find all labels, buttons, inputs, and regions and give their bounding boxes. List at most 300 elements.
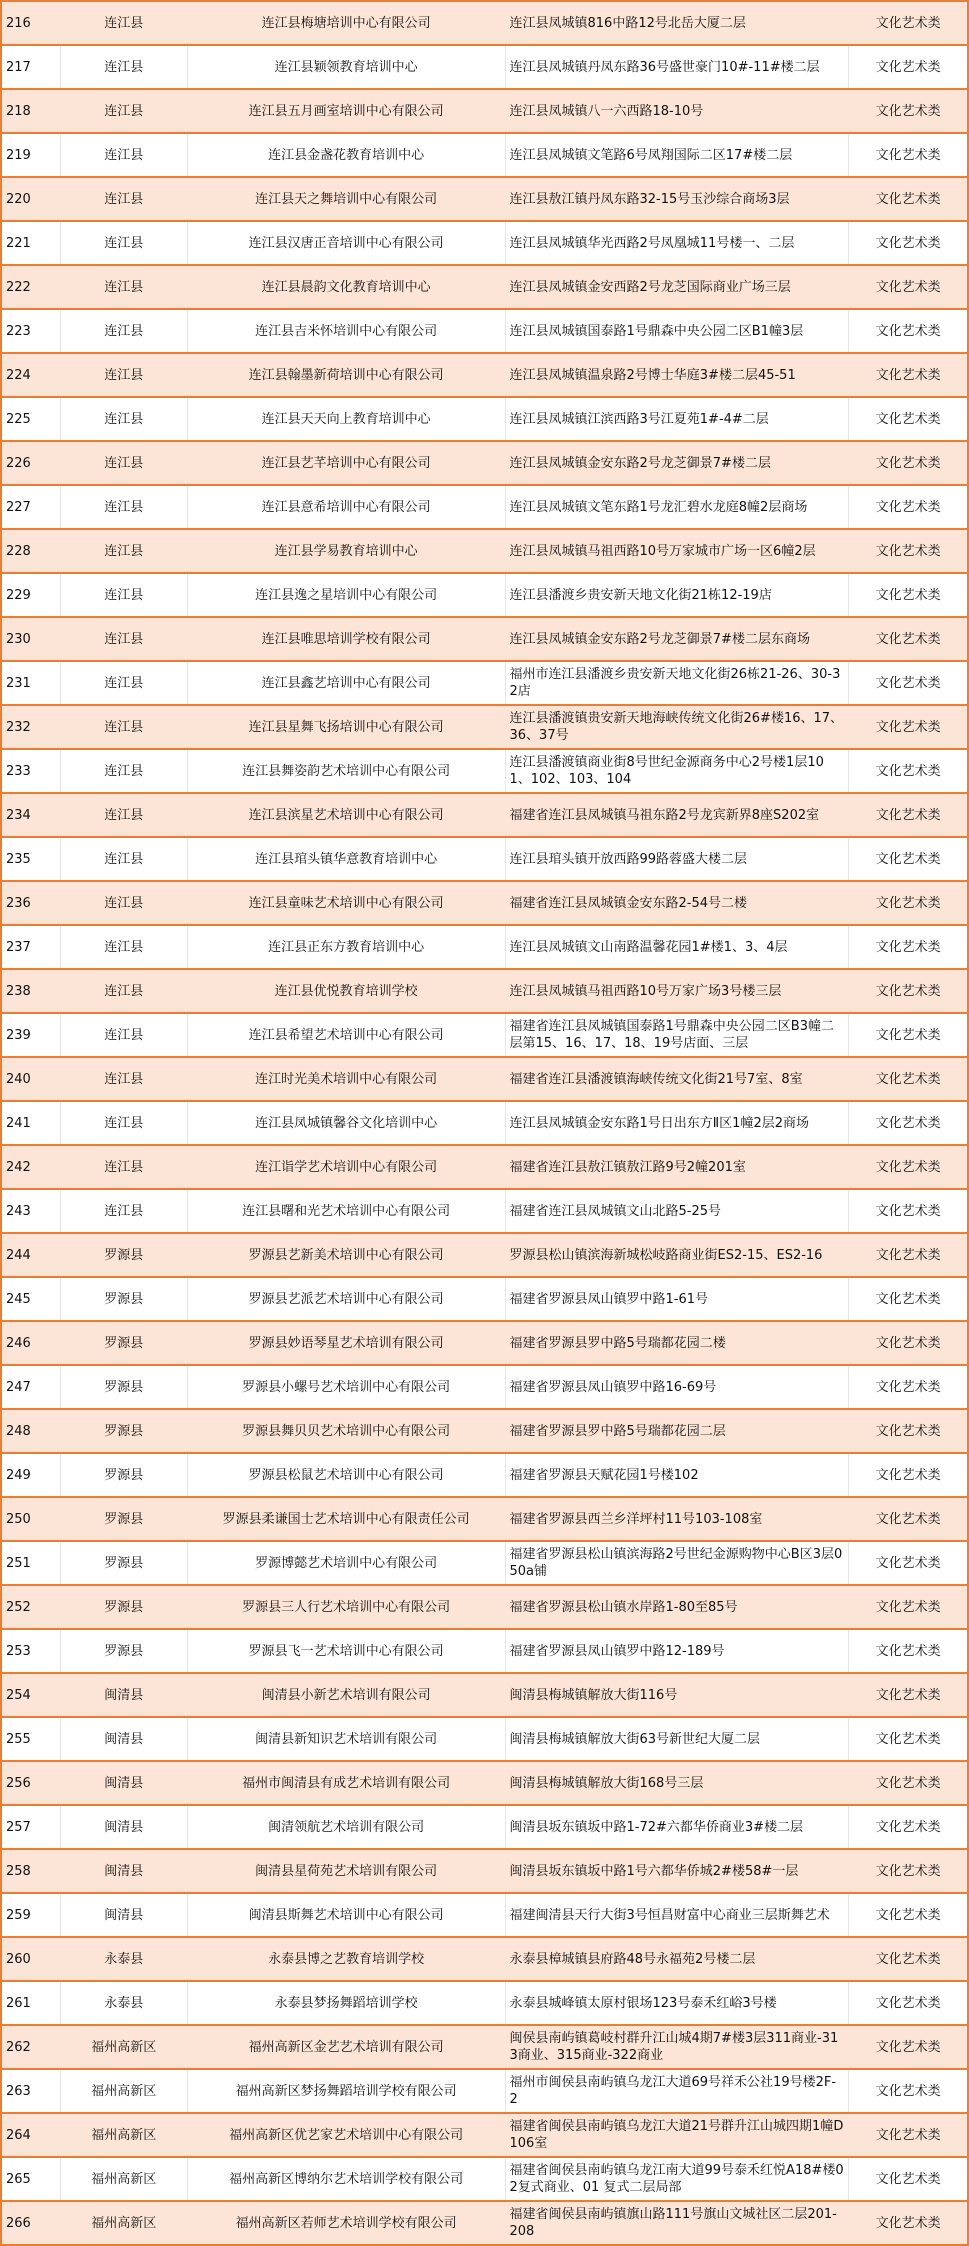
category-cell: 文化艺术类 [849,1761,968,1805]
district-cell: 福州高新区 [60,2069,187,2113]
category-cell: 文化艺术类 [849,1145,968,1189]
table-row [1,617,968,661]
institution-name-cell: 连江县金盏花教育培训中心 [187,133,505,177]
address-cell: 连江县凤城镇马祖西路10号万家城市广场一区6幢2层 [505,529,849,573]
institution-name-cell: 连江县滨星艺术培训中心有限公司 [187,793,505,837]
category-cell: 文化艺术类 [849,1057,968,1101]
address-cell: 罗源县松山镇滨海新城松岐路商业街ES2-15、ES2-16 [505,1233,849,1277]
district-cell: 福州高新区 [60,2113,187,2157]
row-number-cell: 239 [1,1013,60,1057]
category-cell: 文化艺术类 [849,1629,968,1673]
category-cell: 文化艺术类 [849,1453,968,1497]
district-cell: 闽清县 [60,1761,187,1805]
address-cell: 福州市闽侯县南屿镇乌龙江大道69号祥禾公社19号楼2F-2 [505,2069,849,2113]
row-number-cell: 262 [1,2025,60,2069]
institution-name-cell: 闽清领航艺术培训有限公司 [187,1805,505,1849]
category-cell: 文化艺术类 [849,1,968,45]
table-row [1,1189,968,1233]
institution-name-cell: 连江县正东方教育培训中心 [187,925,505,969]
district-cell: 连江县 [60,529,187,573]
table-row [1,1365,968,1409]
table-row [1,1497,968,1541]
institution-name-cell: 连江县汉唐正音培训中心有限公司 [187,221,505,265]
address-cell: 福建省连江县凤城镇金安东路2-54号二楼 [505,881,849,925]
row-number-cell: 254 [1,1673,60,1717]
institution-name-cell: 闽清县新知识艺术培训有限公司 [187,1717,505,1761]
table-row [1,2025,968,2069]
row-number-cell: 230 [1,617,60,661]
district-cell: 连江县 [60,1145,187,1189]
category-cell: 文化艺术类 [849,441,968,485]
row-number-cell: 223 [1,309,60,353]
district-cell: 罗源县 [60,1365,187,1409]
district-cell: 闽清县 [60,1849,187,1893]
row-number-cell: 241 [1,1101,60,1145]
institution-name-cell: 连江县逸之星培训中心有限公司 [187,573,505,617]
address-cell: 福建省闽侯县南屿镇乌龙江大道21号群升江山城四期1幢D106室 [505,2113,849,2157]
category-cell: 文化艺术类 [849,573,968,617]
table-row [1,1717,968,1761]
row-number-cell: 237 [1,925,60,969]
address-cell: 福建省罗源县天赋花园1号楼102 [505,1453,849,1497]
district-cell: 闽清县 [60,1805,187,1849]
institution-name-cell: 连江县琯头镇华意教育培训中心 [187,837,505,881]
district-cell: 连江县 [60,177,187,221]
district-cell: 连江县 [60,1013,187,1057]
address-cell: 闽侯县南屿镇葛岐村群升江山城4期7#楼3层311商业-313商业、315商业-322商业 [505,2025,849,2069]
district-cell: 闽清县 [60,1893,187,1937]
address-cell: 福建省连江县凤城镇马祖东路2号龙宾新界8座S202室 [505,793,849,837]
row-number-cell: 252 [1,1585,60,1629]
institution-name-cell: 罗源县小螺号艺术培训中心有限公司 [187,1365,505,1409]
address-cell: 连江县琯头镇开放西路99路蓉盛大楼二层 [505,837,849,881]
category-cell: 文化艺术类 [849,133,968,177]
address-cell: 福建省罗源县罗中路5号瑞都花园二层 [505,1409,849,1453]
institution-name-cell: 福州高新区梦扬舞蹈培训学校有限公司 [187,2069,505,2113]
district-cell: 连江县 [60,1189,187,1233]
table-row [1,45,968,89]
district-cell: 连江县 [60,793,187,837]
district-cell: 连江县 [60,1101,187,1145]
institution-name-cell: 连江县翰墨新荷培训中心有限公司 [187,353,505,397]
table-row [1,1145,968,1189]
table-row [1,529,968,573]
address-cell: 连江县敖江镇丹凤东路32-15号玉沙综合商场3层 [505,177,849,221]
address-cell: 福建省闽侯县南屿镇旗山路111号旗山文城社区二层201-208 [505,2201,849,2245]
row-number-cell: 247 [1,1365,60,1409]
category-cell: 文化艺术类 [849,1541,968,1585]
category-cell: 文化艺术类 [849,2025,968,2069]
address-cell: 连江县凤城镇八一六西路18-10号 [505,89,849,133]
row-number-cell: 260 [1,1937,60,1981]
district-cell: 福州高新区 [60,2157,187,2201]
institution-name-cell: 福州高新区优艺家艺术培训中心有限公司 [187,2113,505,2157]
row-number-cell: 248 [1,1409,60,1453]
category-cell: 文化艺术类 [849,1277,968,1321]
institution-name-cell: 闽清县小新艺术培训有限公司 [187,1673,505,1717]
institution-name-cell: 连江县唯思培训学校有限公司 [187,617,505,661]
institution-name-cell: 连江县晨韵文化教育培训中心 [187,265,505,309]
row-number-cell: 261 [1,1981,60,2025]
category-cell: 文化艺术类 [849,837,968,881]
row-number-cell: 246 [1,1321,60,1365]
category-cell: 文化艺术类 [849,1013,968,1057]
district-cell: 连江县 [60,705,187,749]
row-number-cell: 233 [1,749,60,793]
address-cell: 永泰县城峰镇太原村银场123号泰禾红峪3号楼 [505,1981,849,2025]
row-number-cell: 243 [1,1189,60,1233]
address-cell: 连江县凤城镇马祖西路10号万家广场3号楼三层 [505,969,849,1013]
category-cell: 文化艺术类 [849,1101,968,1145]
table-row [1,2069,968,2113]
institution-name-cell: 永泰县梦扬舞蹈培训学校 [187,1981,505,2025]
district-cell: 连江县 [60,661,187,705]
district-cell: 闽清县 [60,1673,187,1717]
table-row [1,705,968,749]
table-row [1,1277,968,1321]
row-number-cell: 250 [1,1497,60,1541]
category-cell: 文化艺术类 [849,1189,968,1233]
address-cell: 闽清县梅城镇解放大街116号 [505,1673,849,1717]
table-row [1,925,968,969]
institution-name-cell: 连江县优悦教育培训学校 [187,969,505,1013]
district-cell: 连江县 [60,133,187,177]
row-number-cell: 218 [1,89,60,133]
institution-name-cell: 罗源县松鼠艺术培训中心有限公司 [187,1453,505,1497]
institution-name-cell: 福州高新区若师艺术培训学校有限公司 [187,2201,505,2245]
institution-name-cell: 连江县梅塘培训中心有限公司 [187,1,505,45]
district-cell: 连江县 [60,45,187,89]
address-cell: 福建省连江县潘渡镇海峡传统文化街21号7室、8室 [505,1057,849,1101]
category-cell: 文化艺术类 [849,177,968,221]
institution-name-cell: 连江县希望艺术培训中心有限公司 [187,1013,505,1057]
category-cell: 文化艺术类 [849,529,968,573]
category-cell: 文化艺术类 [849,1981,968,2025]
category-cell: 文化艺术类 [849,925,968,969]
table-row [1,1673,968,1717]
district-cell: 连江县 [60,485,187,529]
institution-name-cell: 连江县艺芊培训中心有限公司 [187,441,505,485]
district-cell: 连江县 [60,89,187,133]
row-number-cell: 217 [1,45,60,89]
district-cell: 连江县 [60,749,187,793]
category-cell: 文化艺术类 [849,2201,968,2245]
institution-name-cell: 福州高新区金艺艺术培训有限公司 [187,2025,505,2069]
row-number-cell: 221 [1,221,60,265]
address-cell: 福建闽清县天行大街3号恒昌财富中心商业三层斯舞艺术 [505,1893,849,1937]
table-row [1,1893,968,1937]
table-row [1,1541,968,1585]
institution-name-cell: 罗源县舞贝贝艺术培训中心有限公司 [187,1409,505,1453]
table-row [1,1629,968,1673]
district-cell: 罗源县 [60,1629,187,1673]
address-cell: 福建省罗源县凤山镇罗中路1-61号 [505,1277,849,1321]
district-cell: 罗源县 [60,1321,187,1365]
address-cell: 连江县凤城镇金安东路1号日出东方Ⅱ区1幢2层2商场 [505,1101,849,1145]
address-cell: 连江县凤城镇金安西路2号龙芝国际商业广场三层 [505,265,849,309]
category-cell: 文化艺术类 [849,2157,968,2201]
address-cell: 福建省连江县凤城镇国泰路1号鼎森中央公园二区B3幢二层第15、16、17、18、19号店面、三层 [505,1013,849,1057]
district-cell: 连江县 [60,1,187,45]
table-row [1,485,968,529]
table-row [1,2113,968,2157]
category-cell: 文化艺术类 [849,89,968,133]
table-row [1,1013,968,1057]
district-cell: 连江县 [60,441,187,485]
district-cell: 连江县 [60,265,187,309]
row-number-cell: 257 [1,1805,60,1849]
table-row [1,573,968,617]
address-cell: 连江县凤城镇华光西路2号凤凰城11号楼一、二层 [505,221,849,265]
table-row [1,881,968,925]
row-number-cell: 216 [1,1,60,45]
table-row [1,1981,968,2025]
district-cell: 罗源县 [60,1497,187,1541]
category-cell: 文化艺术类 [849,309,968,353]
institution-name-cell: 连江县星舞飞扬培训中心有限公司 [187,705,505,749]
category-cell: 文化艺术类 [849,1585,968,1629]
row-number-cell: 240 [1,1057,60,1101]
address-cell: 连江县凤城镇文笔路6号凤翔国际二区17#楼二层 [505,133,849,177]
address-cell: 闽清县坂东镇坂中路1-72#六都华侨商业3#楼二层 [505,1805,849,1849]
table-row [1,1409,968,1453]
institution-name-cell: 罗源县艺派艺术培训中心有限公司 [187,1277,505,1321]
district-cell: 连江县 [60,617,187,661]
row-number-cell: 242 [1,1145,60,1189]
category-cell: 文化艺术类 [849,1365,968,1409]
row-number-cell: 263 [1,2069,60,2113]
row-number-cell: 219 [1,133,60,177]
table-row [1,1453,968,1497]
address-cell: 连江县潘渡镇贵安新天地海峡传统文化街26#楼16、17、36、37号 [505,705,849,749]
table-body [1,1,968,2245]
district-cell: 连江县 [60,969,187,1013]
district-cell: 连江县 [60,837,187,881]
table-row [1,1,968,45]
table-row [1,1321,968,1365]
address-cell: 福建省闽侯县南屿镇乌龙江南大道99号泰禾红悦A18#楼02复式商业、01 复式二层局部 [505,2157,849,2201]
table-row [1,1805,968,1849]
category-cell: 文化艺术类 [849,1497,968,1541]
table-row [1,1585,968,1629]
institution-name-cell: 连江县曙和光艺术培训中心有限公司 [187,1189,505,1233]
row-number-cell: 251 [1,1541,60,1585]
table-row [1,969,968,1013]
institution-name-cell: 连江县吉米怀培训中心有限公司 [187,309,505,353]
row-number-cell: 222 [1,265,60,309]
row-number-cell: 229 [1,573,60,617]
row-number-cell: 235 [1,837,60,881]
row-number-cell: 228 [1,529,60,573]
table-row [1,661,968,705]
table-row [1,1849,968,1893]
table-row [1,2201,968,2245]
district-cell: 永泰县 [60,1981,187,2025]
institution-name-cell: 罗源县妙语琴星艺术培训有限公司 [187,1321,505,1365]
table-row [1,441,968,485]
address-cell: 福建省罗源县凤山镇罗中路12-189号 [505,1629,849,1673]
institution-name-cell: 连江县天之舞培训中心有限公司 [187,177,505,221]
address-cell: 福建省连江县凤城镇文山北路5-25号 [505,1189,849,1233]
institution-name-cell: 连江诣学艺术培训中心有限公司 [187,1145,505,1189]
institution-name-cell: 连江县童味艺术培训中心有限公司 [187,881,505,925]
category-cell: 文化艺术类 [849,45,968,89]
row-number-cell: 238 [1,969,60,1013]
institution-name-cell: 连江县凤城镇馨谷文化培训中心 [187,1101,505,1145]
category-cell: 文化艺术类 [849,1673,968,1717]
table-row [1,133,968,177]
district-cell: 福州高新区 [60,2025,187,2069]
table-row [1,265,968,309]
row-number-cell: 265 [1,2157,60,2201]
row-number-cell: 236 [1,881,60,925]
row-number-cell: 231 [1,661,60,705]
district-cell: 闽清县 [60,1717,187,1761]
district-cell: 连江县 [60,309,187,353]
address-cell: 连江县潘渡镇商业街8号世纪金源商务中心2号楼1层101、102、103、104 [505,749,849,793]
row-number-cell: 220 [1,177,60,221]
table-row [1,2157,968,2201]
table-row [1,793,968,837]
category-cell: 文化艺术类 [849,749,968,793]
category-cell: 文化艺术类 [849,661,968,705]
district-cell: 连江县 [60,925,187,969]
table-row [1,1761,968,1805]
category-cell: 文化艺术类 [849,265,968,309]
row-number-cell: 227 [1,485,60,529]
district-cell: 罗源县 [60,1585,187,1629]
address-cell: 永泰县樟城镇县府路48号永福苑2号楼二层 [505,1937,849,1981]
category-cell: 文化艺术类 [849,2113,968,2157]
category-cell: 文化艺术类 [849,1233,968,1277]
institution-name-cell: 罗源县艺新美术培训中心有限公司 [187,1233,505,1277]
institution-name-cell: 闽清县斯舞艺术培训中心有限公司 [187,1893,505,1937]
row-number-cell: 232 [1,705,60,749]
category-cell: 文化艺术类 [849,221,968,265]
address-cell: 连江县凤城镇国泰路1号鼎森中央公园二区B1幢3层 [505,309,849,353]
address-cell: 连江县凤城镇816中路12号北岳大厦二层 [505,1,849,45]
row-number-cell: 256 [1,1761,60,1805]
category-cell: 文化艺术类 [849,793,968,837]
address-cell: 连江县凤城镇丹凤东路36号盛世豪门10#-11#楼二层 [505,45,849,89]
address-cell: 连江县凤城镇文山南路温馨花园1#楼1、3、4层 [505,925,849,969]
district-cell: 连江县 [60,573,187,617]
address-cell: 连江县凤城镇温泉路2号博士华庭3#楼二层45-51 [505,353,849,397]
category-cell: 文化艺术类 [849,1937,968,1981]
category-cell: 文化艺术类 [849,617,968,661]
address-cell: 闽清县梅城镇解放大街63号新世纪大厦二层 [505,1717,849,1761]
table-row [1,353,968,397]
address-cell: 闽清县梅城镇解放大街168号三层 [505,1761,849,1805]
district-cell: 罗源县 [60,1233,187,1277]
institution-name-cell: 连江县天天向上教育培训中心 [187,397,505,441]
category-cell: 文化艺术类 [849,969,968,1013]
row-number-cell: 249 [1,1453,60,1497]
category-cell: 文化艺术类 [849,1893,968,1937]
institution-name-cell: 罗源县柔谦国士艺术培训中心有限责任公司 [187,1497,505,1541]
institution-name-cell: 永泰县博之艺教育培训学校 [187,1937,505,1981]
institution-name-cell: 连江县五月画室培训中心有限公司 [187,89,505,133]
category-cell: 文化艺术类 [849,485,968,529]
district-cell: 罗源县 [60,1453,187,1497]
category-cell: 文化艺术类 [849,1805,968,1849]
district-cell: 罗源县 [60,1541,187,1585]
row-number-cell: 226 [1,441,60,485]
institution-name-cell: 福州市闽清县有成艺术培训有限公司 [187,1761,505,1805]
row-number-cell: 253 [1,1629,60,1673]
district-cell: 永泰县 [60,1937,187,1981]
row-number-cell: 266 [1,2201,60,2245]
institution-name-cell: 罗源县三人行艺术培训中心有限公司 [187,1585,505,1629]
address-cell: 连江县潘渡乡贵安新天地文化街21栋12-19店 [505,573,849,617]
row-number-cell: 234 [1,793,60,837]
table-row [1,1101,968,1145]
institution-name-cell: 连江县意希培训中心有限公司 [187,485,505,529]
category-cell: 文化艺术类 [849,353,968,397]
institution-name-cell: 罗源博懿艺术培训中心有限公司 [187,1541,505,1585]
address-cell: 福建省罗源县凤山镇罗中路16-69号 [505,1365,849,1409]
table-row [1,221,968,265]
category-cell: 文化艺术类 [849,1849,968,1893]
institution-name-cell: 连江县鑫艺培训中心有限公司 [187,661,505,705]
address-cell: 连江县凤城镇江滨西路3号江夏苑1#-4#二层 [505,397,849,441]
address-cell: 福建省罗源县罗中路5号瑞都花园二楼 [505,1321,849,1365]
table-row [1,837,968,881]
address-cell: 连江县凤城镇金安东路2号龙芝御景7#楼二层 [505,441,849,485]
row-number-cell: 225 [1,397,60,441]
table-row [1,749,968,793]
district-cell: 连江县 [60,353,187,397]
district-cell: 罗源县 [60,1409,187,1453]
category-cell: 文化艺术类 [849,881,968,925]
institution-name-cell: 罗源县飞一艺术培训中心有限公司 [187,1629,505,1673]
row-number-cell: 244 [1,1233,60,1277]
district-cell: 福州高新区 [60,2201,187,2245]
table-row [1,177,968,221]
district-cell: 连江县 [60,881,187,925]
table-row [1,309,968,353]
row-number-cell: 264 [1,2113,60,2157]
table-row [1,1057,968,1101]
district-cell: 罗源县 [60,1277,187,1321]
institution-name-cell: 连江时光美术培训中心有限公司 [187,1057,505,1101]
table-row [1,1233,968,1277]
row-number-cell: 245 [1,1277,60,1321]
table-row [1,1937,968,1981]
address-cell: 福建省罗源县松山镇滨海路2号世纪金源购物中心B区3层050a铺 [505,1541,849,1585]
row-number-cell: 258 [1,1849,60,1893]
row-number-cell: 259 [1,1893,60,1937]
institution-name-cell: 连江县学易教育培训中心 [187,529,505,573]
table-row [1,397,968,441]
address-cell: 连江县凤城镇金安东路2号龙芝御景7#楼二层东商场 [505,617,849,661]
category-cell: 文化艺术类 [849,397,968,441]
institution-name-cell: 福州高新区博纳尔艺术培训学校有限公司 [187,2157,505,2201]
address-cell: 福州市连江县潘渡乡贵安新天地文化街26栋21-26、30-32店 [505,661,849,705]
row-number-cell: 255 [1,1717,60,1761]
district-cell: 连江县 [60,1057,187,1101]
table-row [1,89,968,133]
address-cell: 连江县凤城镇文笔东路1号龙汇碧水龙庭8幢2层商场 [505,485,849,529]
address-cell: 福建省罗源县西兰乡洋坪村11号103-108室 [505,1497,849,1541]
category-cell: 文化艺术类 [849,1717,968,1761]
address-cell: 福建省连江县敖江镇敖江路9号2幢201室 [505,1145,849,1189]
address-cell: 福建省罗源县松山镇水岸路1-80至85号 [505,1585,849,1629]
category-cell: 文化艺术类 [849,2069,968,2113]
row-number-cell: 224 [1,353,60,397]
district-cell: 连江县 [60,397,187,441]
institution-name-cell: 连江县颖领教育培训中心 [187,45,505,89]
